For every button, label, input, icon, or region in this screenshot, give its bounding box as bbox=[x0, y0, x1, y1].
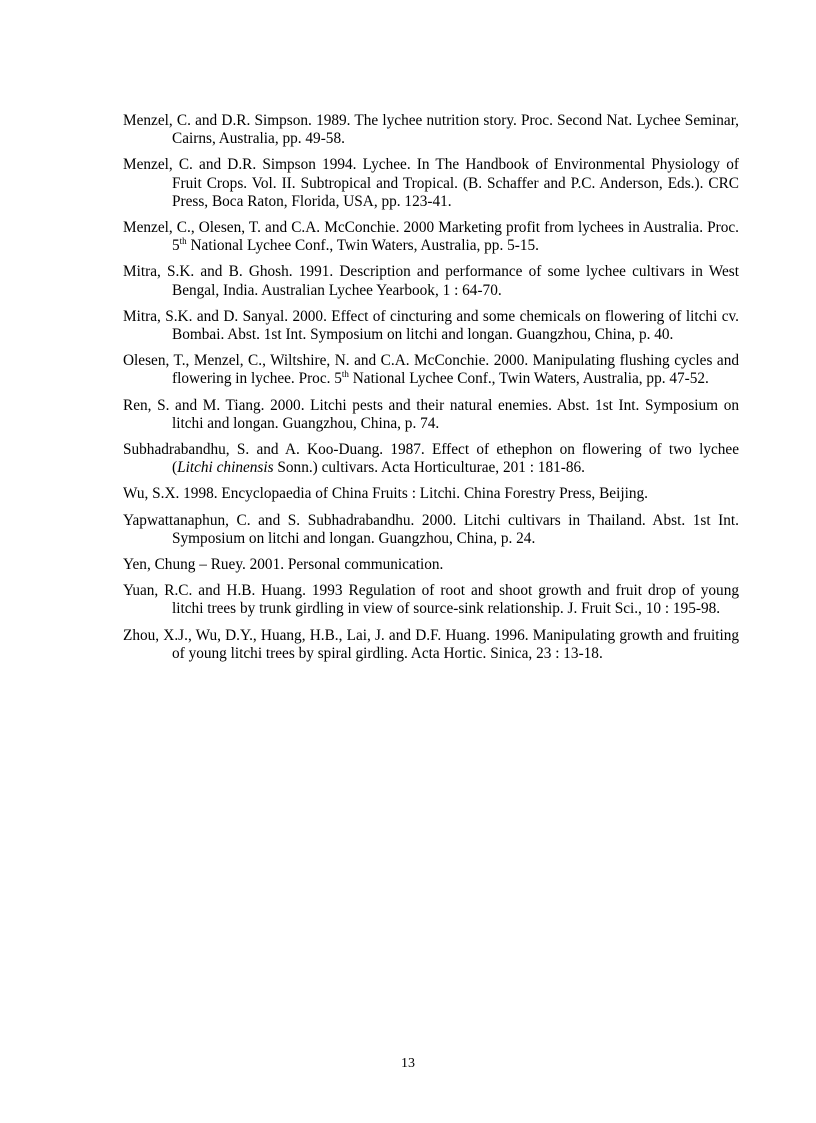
reference-entry bbox=[123, 219, 739, 255]
reference-text: Mitra, S.K. and D. Sanyal. 2000. Effect of cincturing and some chemicals on flowering of litchi cv. Bombai. Abst. 1st Int. Symposium on litchi and longan. Guangzhou, China, p. 40. bbox=[123, 307, 739, 344]
superscript-ordinal: th bbox=[341, 369, 349, 380]
reference-entry bbox=[123, 582, 739, 618]
reference-text: Olesen, T., Menzel, C., Wiltshire, N. and C.A. McConchie. 2000. Manipulating flushing cycles and flowering in lychee. Proc. 5 bbox=[123, 352, 739, 388]
reference-text: Menzel, C., Olesen, T. and C.A. McConchie. 2000 Marketing profit from lychees in Australia. Proc. 5 bbox=[123, 219, 739, 255]
reference-text: Menzel, C. and D.R. Simpson. 1989. The lychee nutrition story. Proc. Second Nat. Lychee Seminar, Cairns, Australia, pp. 49-58. bbox=[123, 112, 739, 148]
reference-entry bbox=[123, 263, 739, 299]
reference-entry bbox=[123, 512, 739, 548]
reference-entry bbox=[123, 308, 739, 344]
reference-entry bbox=[123, 441, 739, 477]
reference-text-continued: National Lychee Conf., Twin Waters, Australia, pp. 47-52. bbox=[348, 370, 709, 388]
reference-text: Mitra, S.K. and B. Ghosh. 1991. Description and performance of some lychee cultivars in West Bengal, India. Australian Lychee Yearbook, 1 : 64-70. bbox=[123, 263, 739, 299]
reference-text-continued: Sonn.) cultivars. Acta Horticulturae, 201 : 181-86. bbox=[273, 459, 585, 477]
reference-text: Yapwattanaphun, C. and S. Subhadrabandhu. 2000. Litchi cultivars in Thailand. Abst. 1st Int. Symposium on litchi and longan. Guangzhou, China, p. 24. bbox=[123, 511, 739, 547]
reference-entry bbox=[123, 156, 739, 211]
reference-text: Yuan, R.C. and H.B. Huang. 1993 Regulation of root and shoot growth and fruit drop of young litchi trees by trunk girdling in view of source-sink relationship. J. Fruit Sci., 10 : 195-98. bbox=[123, 582, 739, 618]
reference-entry bbox=[123, 556, 739, 574]
reference-text: Ren, S. and M. Tiang. 2000. Litchi pests and their natural enemies. Abst. 1st Int. Symposium on litchi and longan. Guangzhou, China, p. 74. bbox=[123, 396, 739, 432]
reference-entry bbox=[123, 352, 739, 388]
reference-text: Subhadrabandhu, S. and A. Koo-Duang. 1987. Effect of ethephon on flowering of two lychee ( bbox=[123, 441, 739, 477]
reference-text-continued: National Lychee Conf., Twin Waters, Australia, pp. 5-15. bbox=[186, 237, 539, 255]
reference-entry bbox=[123, 485, 739, 503]
page-number: 13 bbox=[401, 1056, 415, 1071]
superscript-ordinal: th bbox=[179, 236, 187, 247]
reference-text: Menzel, C. and D.R. Simpson 1994. Lychee. In The Handbook of Environmental Physiology of Fruit Crops. Vol. II. Subtropical and Tropical. (B. Schaffer and P.C. Anderson, Eds.). CRC Press, Boca Raton, Florida, USA, pp. 123-41. bbox=[123, 156, 739, 210]
reference-entry bbox=[123, 112, 739, 148]
reference-text: Wu, S.X. 1998. Encyclopaedia of China Fruits : Litchi. China Forestry Press, Beijing. bbox=[123, 485, 648, 503]
reference-text: Zhou, X.J., Wu, D.Y., Huang, H.B., Lai, J. and D.F. Huang. 1996. Manipulating growth and fruiting of young litchi trees by spiral girdling. Acta Hortic. Sinica, 23 : 13-18. bbox=[123, 626, 739, 662]
reference-text: Yen, Chung – Ruey. 2001. Personal communication. bbox=[123, 556, 444, 574]
species-name-italic: Litchi chinensis bbox=[177, 459, 274, 477]
reference-list bbox=[123, 112, 739, 671]
reference-entry bbox=[123, 397, 739, 433]
reference-entry bbox=[123, 627, 739, 663]
